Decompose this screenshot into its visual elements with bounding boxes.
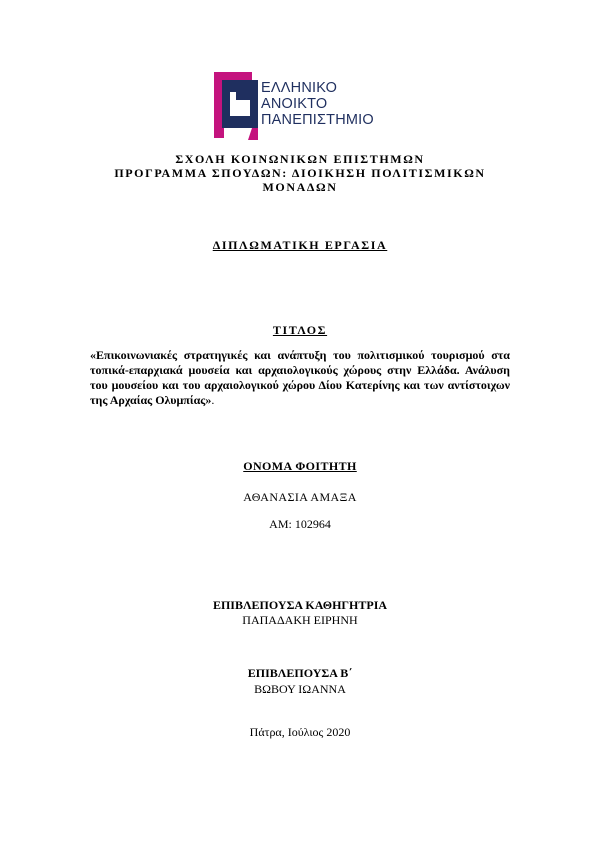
- title-heading: ΤΙΤΛΟΣ: [272, 323, 328, 337]
- student-heading: ΟΝΟΜΑ ΦΟΙΤΗΤΗ: [243, 459, 357, 473]
- supervisor-name: ΠΑΠΑΔΑΚΗ ΕΙΡΗΝΗ: [242, 613, 358, 627]
- second-supervisor-heading: ΕΠΙΒΛΕΠΟΥΣΑ Β΄: [247, 666, 353, 680]
- logo-wordmark: [261, 80, 374, 128]
- school-line-2: ΠΡΟΓΡΑΜΜΑ ΣΠΟΥΔΩΝ: ΔΙΟΙΚΗΣΗ ΠΟΛΙΤΙΣΜΙΚΩΝ: [114, 166, 486, 180]
- university-logo: [212, 70, 402, 140]
- school-heading: [0, 152, 600, 194]
- place-date: Πάτρα, Ιούλιος 2020: [249, 725, 351, 739]
- logo-line-3: ΠΑΝΕΠΙΣΤΗΜΙΟ: [261, 112, 374, 128]
- student-id: ΑΜ: 102964: [269, 517, 331, 531]
- supervisor-heading: ΕΠΙΒΛΕΠΟΥΣΑ ΚΑΘΗΓΗΤΡΙΑ: [212, 598, 388, 612]
- thesis-label: ΔΙΠΛΩΜΑΤΙΚΗ ΕΡΓΑΣΙΑ: [212, 238, 388, 252]
- logo-line-2: ΑΝΟΙΚΤΟ: [261, 96, 328, 112]
- logo-emblem-icon: [212, 70, 260, 140]
- thesis-title-tail: .: [211, 393, 215, 407]
- student-name: ΑΘΑΝΑΣΙΑ ΑΜΑΞΑ: [243, 490, 357, 504]
- thesis-title: [90, 348, 510, 408]
- second-supervisor-name: ΒΩΒΟΥ ΙΩΑΝΝΑ: [254, 682, 346, 696]
- school-line-1: ΣΧΟΛΗ ΚΟΙΝΩΝΙΚΩΝ ΕΠΙΣΤΗΜΩΝ: [175, 152, 425, 166]
- school-line-3: ΜΟΝΑΔΩΝ: [262, 180, 338, 194]
- thesis-title-text: «Επικοινωνιακές στρατηγικές και ανάπτυξη του πολιτισμικού τουρισμού στα τοπικά-επαρχιακά μουσεία και αρχαιολογικούς χώρους στην Ελλάδα. Ανάλυση του μουσείου και του αρχαιολογικού χώρου Δίου Κατερίνης και των αντίστοιχων της Αρχαίας Ολυμπίας»: [90, 348, 510, 407]
- logo-line-1: ΕΛΛΗΝΙΚΟ: [261, 80, 338, 96]
